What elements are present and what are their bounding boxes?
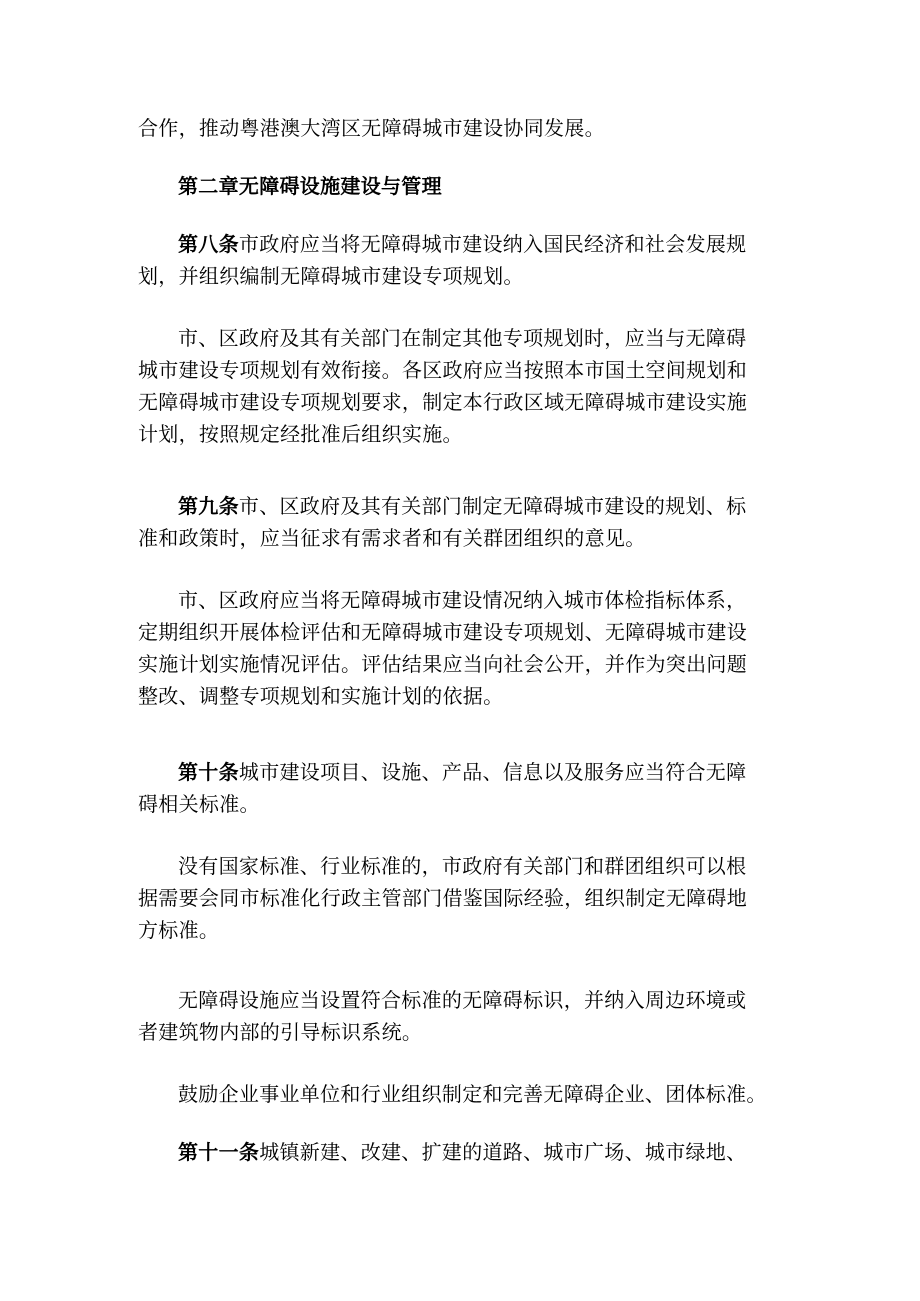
text-line: 整改、调整专项规划和实施计划的依据。 <box>138 684 504 708</box>
text-line: 方标准。 <box>138 918 220 942</box>
article-9 <box>138 490 788 554</box>
article-number: 第八条 <box>178 232 239 256</box>
text-line: 实施计划实施情况评估。评估结果应当向社会公开，并作为突出问题 <box>138 652 747 676</box>
text-line: 城市建设专项规划有效衔接。各区政府应当按照本市国土空间规划和 <box>138 358 747 382</box>
text-line: 划，并组织编制无障碍城市建设专项规划。 <box>138 264 524 288</box>
chapter-heading <box>138 170 788 202</box>
article-8 <box>138 228 788 292</box>
chapter-title: 第二章无障碍设施建设与管理 <box>178 174 442 198</box>
text-line: 计划，按照规定经批准后组织实施。 <box>138 422 463 446</box>
article-11 <box>138 1136 788 1168</box>
paragraph-local-standards <box>138 850 788 946</box>
paragraph-continuation <box>138 112 788 144</box>
article-10 <box>138 756 788 820</box>
text-line: 据需要会同市标准化行政主管部门借鉴国际经验，组织制定无障碍地 <box>138 886 747 910</box>
text-line: 市、区政府应当将无障碍城市建设情况纳入城市体检指标体系， <box>178 588 747 612</box>
paragraph-evaluation <box>138 584 788 712</box>
paragraph-planning-link <box>138 322 788 450</box>
text-line: 无障碍城市建设专项规划要求，制定本行政区域无障碍城市建设实施 <box>138 390 747 414</box>
text-line: 碍相关标准。 <box>138 792 260 816</box>
paragraph-signage <box>138 984 788 1048</box>
text-line: 市、区政府及其有关部门在制定其他专项规划时，应当与无障碍 <box>178 326 747 350</box>
article-number: 第十条 <box>178 760 239 784</box>
text-line: 准和政策时，应当征求有需求者和有关群团组织的意见。 <box>138 526 646 550</box>
article-number: 第九条 <box>178 494 239 518</box>
paragraph-encourage-standards <box>138 1078 788 1110</box>
text-line: 城镇新建、改建、扩建的道路、城市广场、城市绿地、 <box>259 1140 747 1164</box>
article-number: 第十一条 <box>178 1140 260 1164</box>
text-line: 没有国家标准、行业标准的，市政府有关部门和群团组织可以根 <box>178 854 747 878</box>
text-line: 者建筑物内部的引导标识系统。 <box>138 1020 423 1044</box>
text-line: 市、区政府及其有关部门制定无障碍城市建设的规划、标 <box>238 494 747 518</box>
text-line: 城市建设项目、设施、产品、信息以及服务应当符合无障 <box>238 760 747 784</box>
text-line: 合作，推动粤港澳大湾区无障碍城市建设协同发展。 <box>138 116 605 140</box>
text-line: 定期组织开展体检评估和无障碍城市建设专项规划、无障碍城市建设 <box>138 620 747 644</box>
text-line: 鼓励企业事业单位和行业组织制定和完善无障碍企业、团体标准。 <box>178 1082 767 1106</box>
text-line: 无障碍设施应当设置符合标准的无障碍标识，并纳入周边环境或 <box>178 988 747 1012</box>
text-line: 市政府应当将无障碍城市建设纳入国民经济和社会发展规 <box>238 232 747 256</box>
